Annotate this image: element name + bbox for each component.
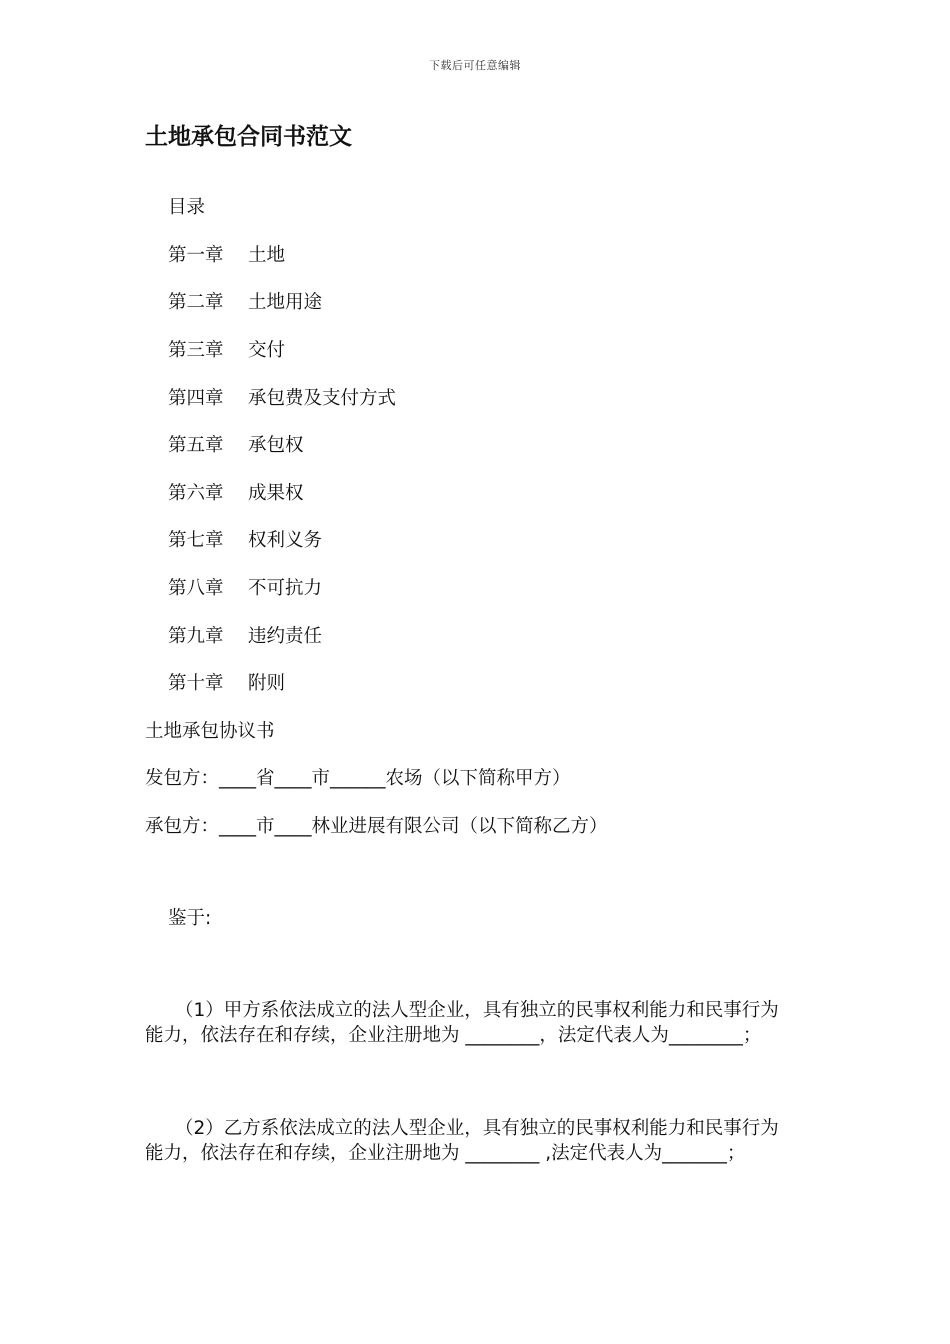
clause-2 bbox=[145, 1116, 805, 1166]
toc-chapter-name: 交付 bbox=[248, 340, 286, 361]
toc-chapter: 第三章 bbox=[168, 340, 224, 361]
toc-chapter: 第九章 bbox=[168, 626, 224, 647]
toc-chapter-name: 附则 bbox=[248, 673, 286, 694]
toc-chapter-name: 权利义务 bbox=[248, 530, 323, 551]
clause-1-line-2: 能力，依法存在和存续，企业注册地为 ________，法定代表人为________； bbox=[145, 1025, 762, 1046]
toc-item bbox=[168, 434, 304, 458]
agreement-heading: 土地承包协议书 bbox=[145, 721, 275, 742]
clause-2-line-2: 能力，依法存在和存续，企业注册地为 ________ ,法定代表人为_______； bbox=[145, 1143, 746, 1164]
clause-1-text-1: （1）甲方系依法成立的法人型企业，具有独立的民事权利能力和民事行为 bbox=[175, 1000, 779, 1021]
toc-chapter-name: 成果权 bbox=[248, 483, 304, 504]
document-title: 土地承包合同书范文 bbox=[145, 124, 352, 150]
toc-item bbox=[168, 291, 322, 315]
page-header-note: 下载后可任意编辑 bbox=[429, 59, 521, 72]
toc-item bbox=[168, 672, 285, 696]
toc-chapter: 第八章 bbox=[168, 578, 224, 599]
toc-item bbox=[168, 482, 304, 506]
toc-item bbox=[168, 625, 322, 649]
toc-item bbox=[168, 577, 322, 601]
toc-chapter-name: 不可抗力 bbox=[248, 578, 323, 599]
toc-chapter: 第四章 bbox=[168, 388, 224, 409]
toc-chapter-name: 土地 bbox=[248, 245, 286, 266]
toc-item bbox=[168, 244, 285, 268]
toc-chapter: 第一章 bbox=[168, 245, 224, 266]
toc-item bbox=[168, 387, 396, 411]
toc-chapter-name: 违约责任 bbox=[248, 626, 323, 647]
toc-heading: 目录 bbox=[168, 197, 206, 218]
clause-1 bbox=[145, 998, 805, 1048]
whereas-label: 鉴于: bbox=[168, 908, 212, 929]
toc-chapter-name: 承包费及支付方式 bbox=[248, 388, 397, 409]
toc-chapter-name: 土地用途 bbox=[248, 292, 323, 313]
clause-2-text-1: （2）乙方系依法成立的法人型企业，具有独立的民事权利能力和民事行为 bbox=[175, 1118, 779, 1139]
toc-chapter: 第五章 bbox=[168, 435, 224, 456]
party-a-line: 发包方：____省____市______农场（以下简称甲方） bbox=[145, 768, 571, 789]
clause-1-line-1 bbox=[145, 998, 805, 1023]
toc-chapter: 第二章 bbox=[168, 292, 224, 313]
party-b-line: 承包方：____市____林业进展有限公司（以下简称乙方） bbox=[145, 816, 608, 837]
toc-chapter: 第七章 bbox=[168, 530, 224, 551]
toc-item bbox=[168, 339, 285, 363]
toc-chapter-name: 承包权 bbox=[248, 435, 304, 456]
toc-item bbox=[168, 529, 322, 553]
toc-chapter: 第十章 bbox=[168, 673, 224, 694]
toc-chapter: 第六章 bbox=[168, 483, 224, 504]
clause-2-line-1 bbox=[145, 1116, 805, 1141]
